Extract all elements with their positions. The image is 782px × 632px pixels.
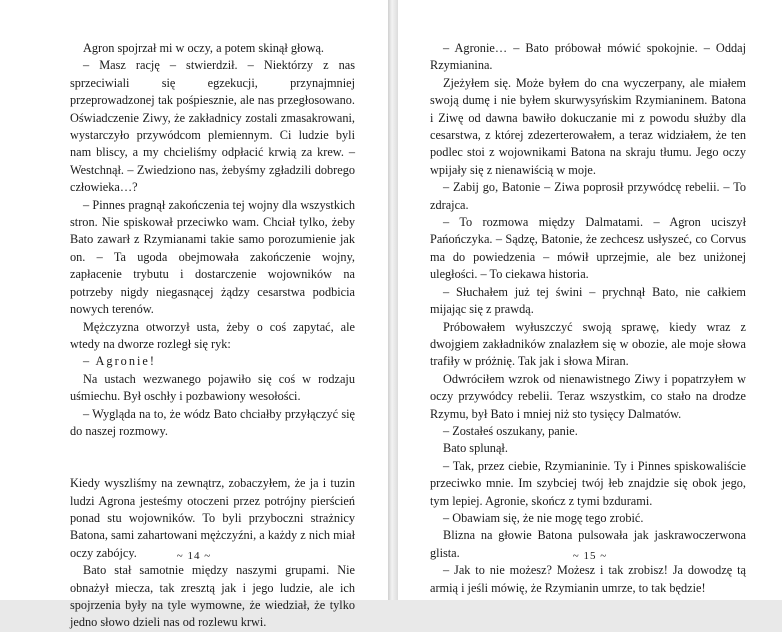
paragraph: – Tak, przez ciebie, Rzymianinie. Ty i Pinnes spiskowaliście przeciwko mnie. Im szybciej twój łeb znajdzie się obok jego, tym lepiej. Agronie, skończ z tymi bzdurami. [430, 458, 746, 508]
paragraph: Odwróciłem wzrok od nienawistnego Ziwy i popatrzyłem w oczy przywódcy rebelii. Teraz wszystkim, co stało na drodze Rzymu, był Bato i mniej niż sto tysięcy Dalmatów. [430, 371, 746, 421]
right-text-column [430, 40, 746, 597]
paragraph: – Masz rację – stwierdził. – Niektórzy z nas sprzeciwiali się egzekucji, przynajmniej przeprowadzonej tak pośpiesznie, ale nas przegłosowano. Oświadczenie Ziwy, że zakładnicy zostali zmasakrowani, wystarczyło przywódcom plemiennym. Ci ludzie byli nam bliscy, a my chcieliśmy odpłacić krwią za krew. – Westchnął. – Zwiedziono nas, żebyśmy zgładzili dobrego człowieka…? [70, 58, 355, 195]
paragraph: – Słuchałem już tej świni – prychnął Bato, nie całkiem mijając się z prawdą. [430, 284, 746, 317]
paragraph: Mężczyzna otworzył usta, żeby o coś zapytać, ale wtedy na dworze rozległ się ryk: [70, 319, 355, 351]
paragraph: – Pinnes pragnął zakończenia tej wojny dla wszystkich stron. Nie spiskował przeciwko wam. Chciał tylko, żeby Bato zawarł z Rzymianami takie samo porozumienie jak on. – Ta ugoda obejmowała zakończenie wojny, zapłacenie trybutu i dostarczenie wojowników na potrzeby nigdy niegasnącej żądzy cesarstwa podbicia nowych terenów. [70, 197, 355, 317]
paragraph: – Zabij go, Batonie – Ziwa poprosił przywódcę rebelii. – To zdrajca. [430, 180, 746, 212]
page-number-left: ~ 14 ~ [176, 550, 212, 562]
paragraph: Blizna na głowie Batona pulsowała jak jaskrawoczerwona glista. [430, 528, 746, 560]
paragraph: – Wygląda na to, że wódz Bato chciałby przyłączyć się do naszej rozmowy. [70, 406, 355, 438]
book-gutter [388, 0, 398, 600]
page-number-right: ~ 15 ~ [572, 550, 608, 562]
paragraph: Na ustach wezwanego pojawiło się coś w rodzaju uśmiechu. Był oschły i pozbawiony wesołości. [70, 371, 355, 404]
paragraph: – Agronie! [83, 354, 156, 369]
paragraph: Zjeżyłem się. Może byłem do cna wyczerpany, ale miałem swoją dumę i nie byłem skurwysyńskim Rzymianinem. Batona i Ziwę od dawna bawiło dokuczanie mi z powodu służby dla cesarstwa, z której zdezerterowałem, a teraz widziałem, że ten podlec stoi z wojownikami Batona na skraju tłumu. Jego oczy wpijały się z nienawiścią w moje. [430, 75, 746, 177]
section-break [70, 440, 355, 475]
paragraph: Próbowałem wyłuszczyć swoją sprawę, kiedy wraz z dwojgiem zakładników znalazłem się w obozie, ale moje słowa trafiły w próżnię. Tak jak i słowa Miran. [430, 319, 746, 369]
paragraph: Agron spojrzał mi w oczy, a potem skinął głową. [83, 41, 324, 55]
paragraph: – Jak to nie możesz? Możesz i tak zrobisz! Ja dowodzę tą armią i jeśli mówię, że Rzymianin umrze, to tak będzie! [430, 563, 746, 595]
paragraph: – Agronie… – Bato próbował mówić spokojnie. – Oddaj Rzymianina. [430, 41, 746, 73]
left-page [0, 0, 388, 630]
paragraph: – To rozmowa między Dalmatami. – Agron uciszył Pańończyka. – Sądzę, Batonie, że zechcesz usłyszeć, co Corvus ma do powiedzenia – mówił uprzejmie, ale bez uniżonej uległości. – To ciekawa historia. [430, 215, 746, 282]
right-page [398, 0, 782, 600]
paragraph: Bato stał samotnie między naszymi grupami. Nie obnażył miecza, tak zresztą jak i jego ludzie, ale ich spojrzenia były na tyle wymowne, że wiedział, że tylko jedno słowo dzieli nas od rozlewu krwi. [70, 563, 355, 630]
paragraph: Bato splunął. [443, 441, 508, 456]
paragraph: – Zostałeś oszukany, panie. [443, 423, 578, 438]
paragraph: – Obawiam się, że nie mogę tego zrobić. [443, 510, 644, 525]
paragraph: Kiedy wyszliśmy na zewnątrz, zobaczyłem, że ja i tuzin ludzi Agrona jesteśmy otoczeni przez potrójny pierścień ponad stu wojowników. To byli przyboczni strażnicy Batona, sami zahartowani mężczyźni, a każdy z nich miał oczy zabójcy. [70, 476, 355, 560]
left-text-column [70, 40, 355, 632]
